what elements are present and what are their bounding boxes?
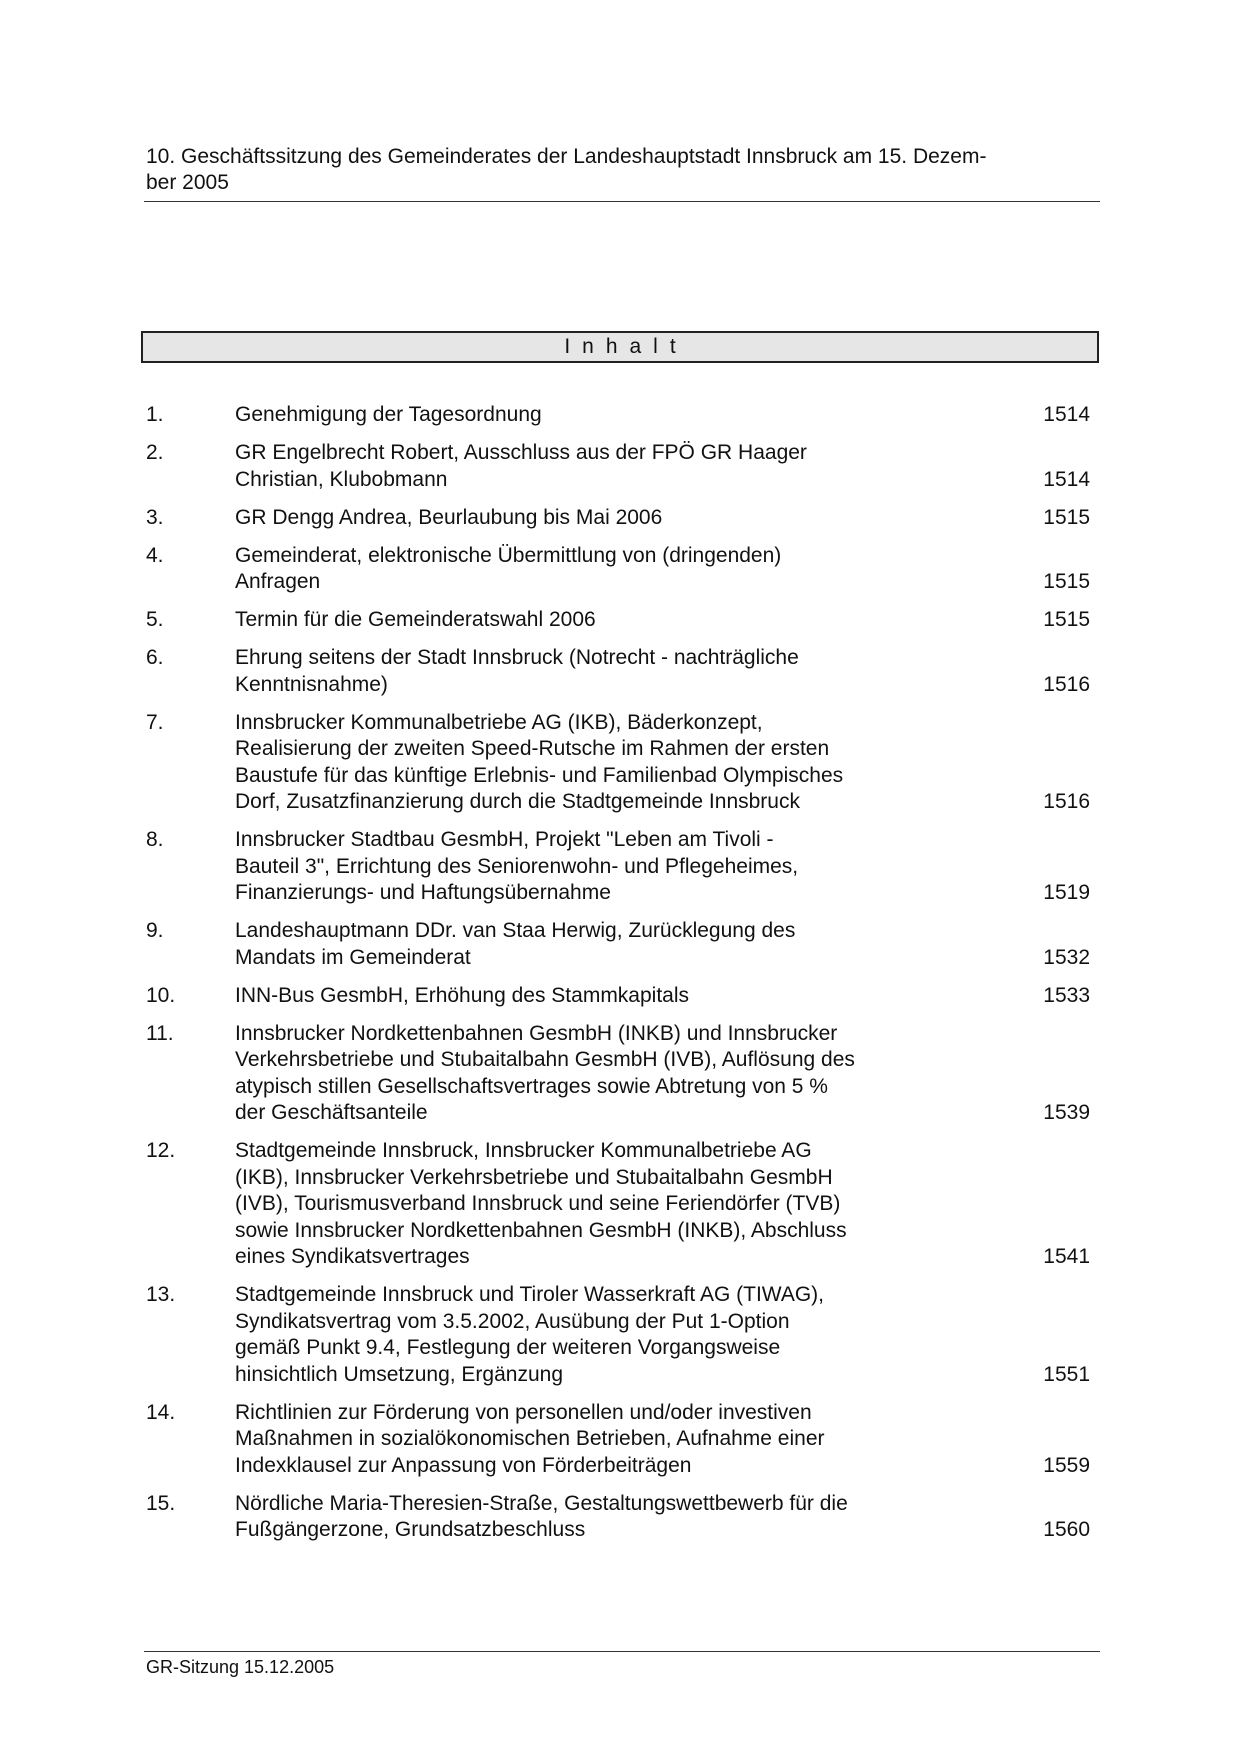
toc-entry-title-line: eines Syndikatsvertrages <box>235 1245 470 1268</box>
toc-entry-title-line: Genehmigung der Tagesordnung <box>235 403 542 426</box>
page-footer: GR-Sitzung 15.12.2005 <box>146 1657 335 1677</box>
toc-entry-page: 1519 <box>1043 881 1090 904</box>
toc-entry-number: 13. <box>146 1283 176 1306</box>
toc-entry <box>146 607 1094 634</box>
toc-entry-number: 12. <box>146 1139 176 1162</box>
toc-entry-page: 1560 <box>1043 1518 1090 1541</box>
toc-entry-number: 7. <box>146 710 164 734</box>
toc-entry-title-line: Syndikatsvertrag vom 3.5.2002, Ausübung der Put 1-Option <box>235 1309 790 1333</box>
toc-entry-page: 1532 <box>1043 945 1090 969</box>
toc-entry-title-line: Innsbrucker Stadtbau GesmbH, Projekt "Leben am Tivoli - <box>235 828 774 851</box>
toc-entry-title-line: Dorf, Zusatzfinanzierung durch die Stadtgemeinde Innsbruck <box>235 790 800 813</box>
header-divider <box>144 201 1100 202</box>
toc-entry-title <box>235 543 935 596</box>
toc-entry-number: 2. <box>146 441 164 464</box>
toc-entry-title-line: INN-Bus GesmbH, Erhöhung des Stammkapitals <box>235 983 690 1007</box>
toc-entry-title <box>235 505 935 532</box>
toc-entry <box>146 440 1094 493</box>
toc-entry-page: 1514 <box>1043 467 1090 491</box>
toc-entry-title-line: Landeshauptmann DDr. van Staa Herwig, Zurücklegung des <box>235 919 796 942</box>
toc-entry-number: 4. <box>146 543 164 567</box>
toc-entry-title <box>235 1282 935 1388</box>
toc-entry-title <box>235 827 935 907</box>
toc-entry-title-line: Christian, Klubobmann <box>235 467 448 491</box>
toc-entry <box>146 402 1094 429</box>
toc-entry <box>146 505 1094 532</box>
toc-entry-title-line: Fußgängerzone, Grundsatzbeschluss <box>235 1518 586 1541</box>
toc-entry-title-line: Richtlinien zur Förderung von personellen und/oder investiven <box>235 1400 812 1424</box>
toc-entry-title <box>235 1138 935 1271</box>
toc-entry-page: 1515 <box>1043 505 1090 529</box>
toc-entry-number: 9. <box>146 919 164 942</box>
header-line-2: ber 2005 <box>146 171 229 194</box>
toc-entry-title-line: Termin für die Gemeinderatswahl 2006 <box>235 608 596 631</box>
toc-entry-title-line: Indexklausel zur Anpassung von Förderbeiträgen <box>235 1453 692 1477</box>
toc-entry-page: 1559 <box>1043 1453 1090 1477</box>
toc-entry-title <box>235 918 935 971</box>
toc-entry <box>146 710 1094 816</box>
toc-entry <box>146 983 1094 1010</box>
toc-entry-title <box>235 1491 935 1544</box>
toc-entry-title-line: Mandats im Gemeinderat <box>235 945 471 969</box>
toc-entry-title-line: Ehrung seitens der Stadt Innsbruck (Notrecht - nachträgliche <box>235 646 799 669</box>
toc-entry-title-line: hinsichtlich Umsetzung, Ergänzung <box>235 1362 564 1386</box>
toc-entry-number: 5. <box>146 608 164 631</box>
toc-entry-title-line: Verkehrsbetriebe und Stubaitalbahn GesmbH (IVB), Auflösung des <box>235 1048 855 1071</box>
toc-entry-number: 10. <box>146 983 176 1007</box>
toc-entry-title <box>235 607 935 634</box>
toc-entry <box>146 1021 1094 1127</box>
toc-entry-title-line: Anfragen <box>235 570 321 593</box>
toc-entry-title-line: (IKB), Innsbrucker Verkehrsbetriebe und Stubaitalbahn GesmbH <box>235 1165 833 1189</box>
toc-entry-title-line: Kenntnisnahme) <box>235 672 388 696</box>
toc-entry-title-line: gemäß Punkt 9.4, Festlegung der weiteren Vorgangsweise <box>235 1336 781 1359</box>
toc-entry-title-line: (IVB), Tourismusverband Innsbruck und seine Feriendörfer (TVB) <box>235 1192 841 1215</box>
toc-entry <box>146 1282 1094 1388</box>
toc-entry-title <box>235 440 935 493</box>
toc-entry-title <box>235 710 935 816</box>
toc-entry-number: 11. <box>146 1021 174 1045</box>
toc-entry <box>146 1491 1094 1544</box>
toc-entry-number: 1. <box>146 403 164 426</box>
contents-heading-box <box>141 331 1099 363</box>
toc-entry <box>146 1138 1094 1271</box>
toc-entry-title-line: Stadtgemeinde Innsbruck und Tiroler Wasserkraft AG (TIWAG), <box>235 1283 824 1306</box>
toc-entry-title-line: GR Engelbrecht Robert, Ausschluss aus der FPÖ GR Haager <box>235 441 807 464</box>
toc-entry-title-line: Innsbrucker Nordkettenbahnen GesmbH (INKB) und Innsbrucker <box>235 1021 838 1045</box>
toc-entry-title <box>235 1400 935 1480</box>
table-of-contents <box>146 402 1094 1555</box>
toc-entry-title-line: Nördliche Maria-Theresien-Straße, Gestaltungswettbewerb für die <box>235 1491 848 1515</box>
toc-entry-number: 8. <box>146 828 164 851</box>
toc-entry-title <box>235 645 935 698</box>
toc-entry-title-line: Realisierung der zweiten Speed-Rutsche im Rahmen der ersten <box>235 737 830 760</box>
toc-entry-title-line: Innsbrucker Kommunalbetriebe AG (IKB), Bäderkonzept, <box>235 710 763 734</box>
toc-entry-page: 1541 <box>1043 1245 1090 1268</box>
toc-entry-title-line: Maßnahmen in sozialökonomischen Betrieben, Aufnahme einer <box>235 1427 825 1450</box>
toc-entry-page: 1551 <box>1043 1362 1090 1386</box>
toc-entry <box>146 645 1094 698</box>
toc-entry-title-line: der Geschäftsanteile <box>235 1101 428 1124</box>
toc-entry-page: 1516 <box>1043 790 1090 813</box>
toc-entry-title-line: GR Dengg Andrea, Beurlaubung bis Mai 2006 <box>235 505 663 529</box>
toc-entry-title-line: atypisch stillen Gesellschaftsvertrages sowie Abtretung von 5 % <box>235 1074 828 1098</box>
toc-entry-page: 1515 <box>1043 570 1090 593</box>
toc-entry-title-line: Baustufe für das künftige Erlebnis- und Familienbad Olympisches <box>235 763 844 787</box>
toc-entry-title-line: Stadtgemeinde Innsbruck, Innsbrucker Kommunalbetriebe AG <box>235 1139 812 1162</box>
toc-entry <box>146 1400 1094 1480</box>
toc-entry-page: 1516 <box>1043 672 1090 696</box>
toc-entry <box>146 918 1094 971</box>
toc-entry-title <box>235 402 935 429</box>
toc-entry-title-line: Bauteil 3", Errichtung des Seniorenwohn- und Pflegeheimes, <box>235 854 799 878</box>
toc-entry-title <box>235 983 935 1010</box>
toc-entry-number: 15. <box>146 1491 176 1515</box>
toc-entry-title-line: Finanzierungs- und Haftungsübernahme <box>235 881 611 904</box>
toc-entry-title-line: sowie Innsbrucker Nordkettenbahnen GesmbH (INKB), Abschluss <box>235 1218 847 1242</box>
document-header <box>146 144 1102 196</box>
footer-divider <box>144 1651 1100 1652</box>
toc-entry-number: 6. <box>146 646 164 669</box>
contents-heading: Inhalt <box>564 335 688 358</box>
toc-entry-number: 14. <box>146 1400 176 1424</box>
toc-entry-page: 1514 <box>1043 403 1090 426</box>
toc-entry-number: 3. <box>146 505 164 529</box>
toc-entry-title-line: Gemeinderat, elektronische Übermittlung von (dringenden) <box>235 543 782 567</box>
header-line-1: 10. Geschäftssitzung des Gemeinderates der Landeshauptstadt Innsbruck am 15. Dezem- <box>146 145 987 168</box>
toc-entry <box>146 543 1094 596</box>
toc-entry-page: 1539 <box>1043 1101 1090 1124</box>
toc-entry-page: 1515 <box>1043 608 1090 631</box>
toc-entry-page: 1533 <box>1043 983 1090 1007</box>
toc-entry-title <box>235 1021 935 1127</box>
toc-entry <box>146 827 1094 907</box>
